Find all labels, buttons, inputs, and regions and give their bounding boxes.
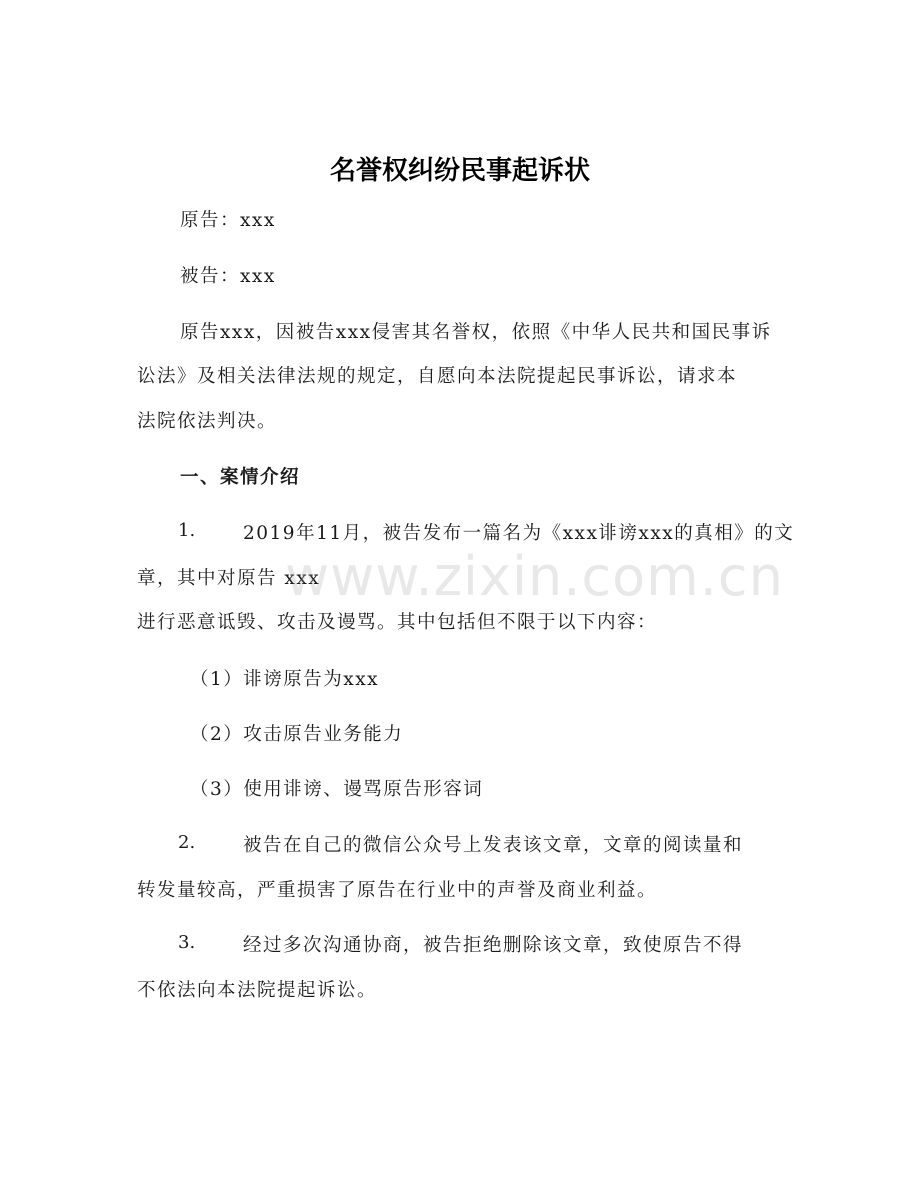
intro-line-2: 讼法》及相关法律法规的规定，自愿向本法院提起民事诉讼，请求本 [137,366,738,387]
item-2-line-2: 转发量较高，严重损害了原告在行业中的声誉及商业利益。 [137,880,658,901]
item-1-line-3: 进行恶意诋毁、攻击及谩骂。其中包括但不限于以下内容： [137,612,658,633]
document-title: 名誉权纠纷民事起诉状 [329,156,590,186]
item-3-line-1: 经过多次沟通协商，被告拒绝删除该文章，致使原告不得 [243,935,744,956]
item-3-line-2: 不依法向本法院提起诉讼。 [137,980,378,1001]
plaintiff-line: 原告：xxx [180,210,276,231]
intro-line-1: 原告xxx，因被告xxx侵害其名誉权，依照《中华人民共和国民事诉 [180,322,772,343]
item-1-number: 1. [178,520,196,541]
intro-line-3: 法院依法判决。 [137,411,278,432]
item-1-line-1: 2019年11月，被告发布一篇名为《xxx诽谤xxx的真相》的文 [243,523,795,544]
defendant-line: 被告：xxx [180,266,276,287]
item-2-line-1: 被告在自己的微信公众号上发表该文章，文章的阅读量和 [243,835,744,856]
item-1-line-2: 章，其中对原告 xxx [137,568,321,589]
section-heading-case: 一、案情介绍 [180,467,301,488]
item-3-number: 3. [178,932,196,953]
sub-item-1: （1）诽谤原告为xxx [190,669,380,690]
sub-item-3: （3）使用诽谤、谩骂原告形容词 [190,779,484,800]
watermark: www.zixin.com.cn [285,545,784,608]
sub-item-2: （2）攻击原告业务能力 [190,724,404,745]
item-2-number: 2. [178,832,196,853]
